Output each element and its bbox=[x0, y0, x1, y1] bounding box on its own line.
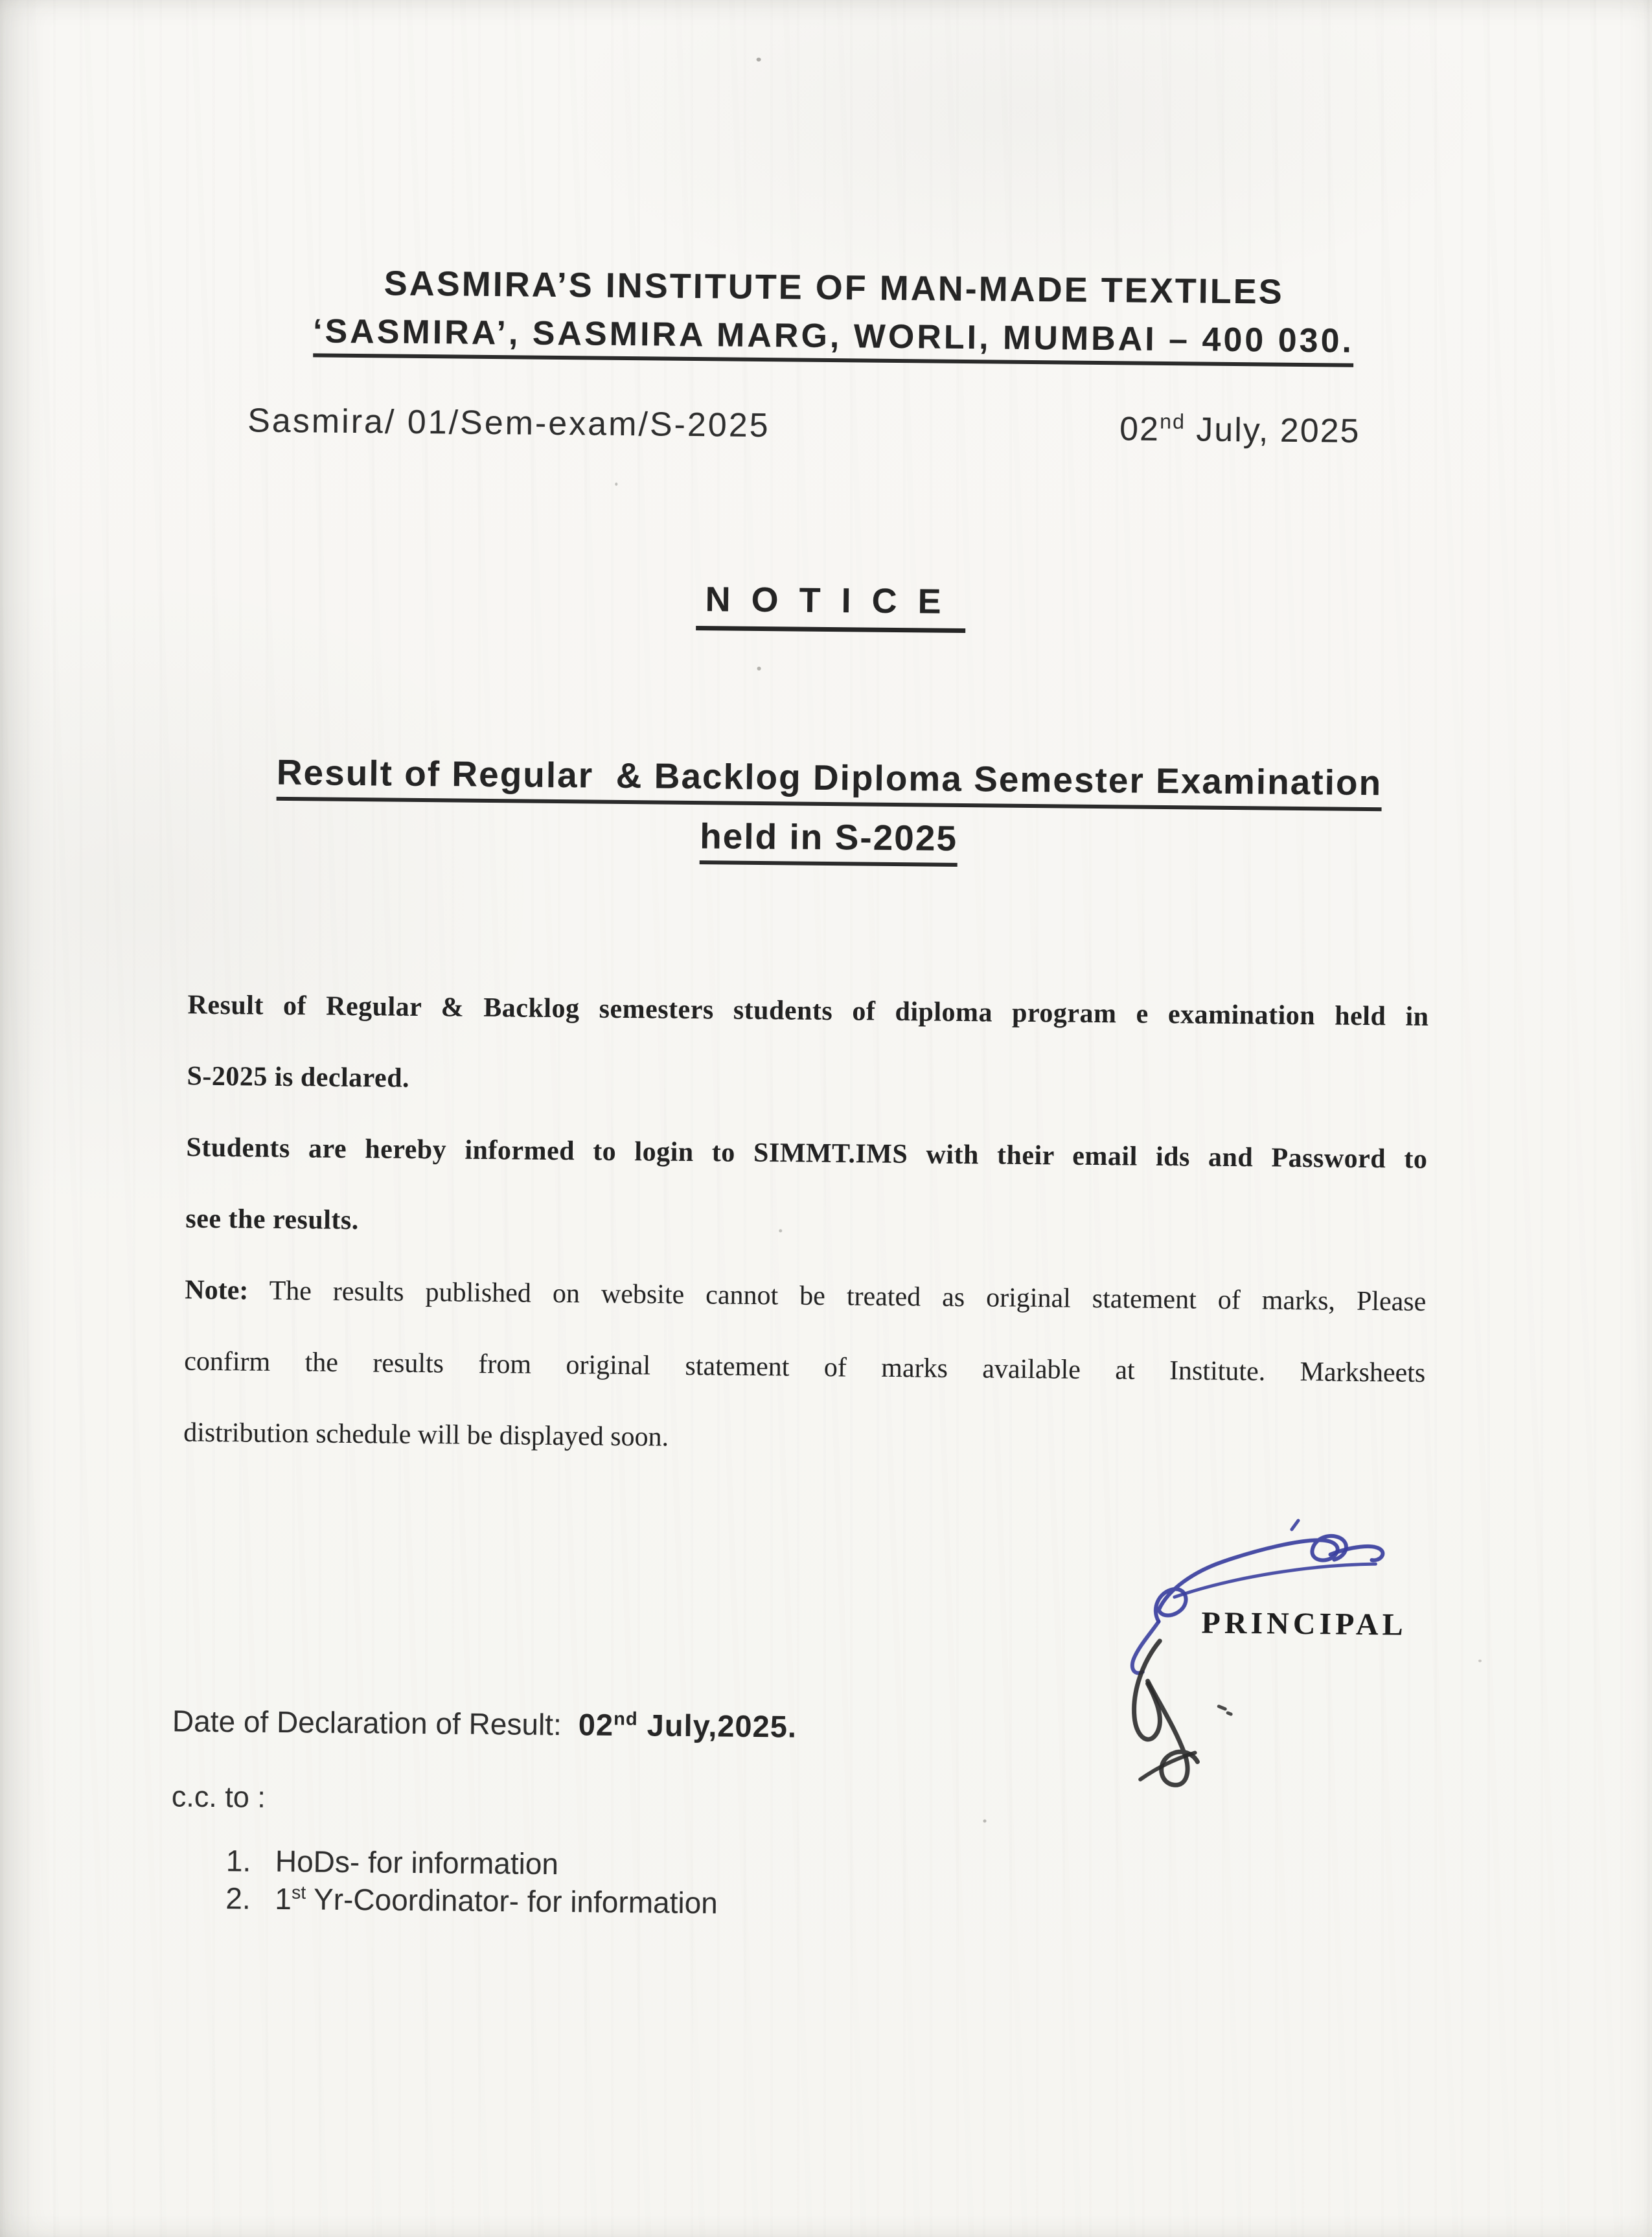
subject-title-line-2 bbox=[3, 809, 1652, 873]
scan-speck bbox=[1478, 1660, 1482, 1662]
cc-label: c.c. to : bbox=[171, 1780, 266, 1814]
signature-black-ink bbox=[1133, 1641, 1232, 1786]
scan-speck bbox=[779, 1229, 782, 1232]
subject-title-line-1 bbox=[3, 749, 1652, 814]
principal-title: PRINCIPAL bbox=[1201, 1605, 1407, 1642]
para1-line2: S-2025 is declared. bbox=[187, 1061, 410, 1094]
note-label: Note: bbox=[185, 1275, 249, 1306]
declaration-day: 02 bbox=[578, 1707, 614, 1742]
document-date bbox=[1119, 409, 1360, 451]
declaration-rest: July,2025. bbox=[637, 1708, 797, 1744]
notice-heading: NOTICE bbox=[696, 579, 966, 633]
note-line1-text: The results published on website cannot be treated as original statement of marks, Please bbox=[248, 1276, 1427, 1317]
cc-item-1 bbox=[226, 1842, 718, 1884]
cc-item-2-text: Yr-Coordinator- for information bbox=[305, 1882, 718, 1920]
subject-title-text-2: held in S-2025 bbox=[700, 815, 958, 867]
para2-line1: Students are hereby informed to login to SIMMT.IMS with their email ids and Password to bbox=[186, 1132, 1428, 1175]
institute-address: ‘SASMIRA’, SASMIRA MARG, WORLI, MUMBAI – 400 030. bbox=[313, 312, 1355, 367]
signature-block bbox=[1095, 1506, 1421, 1813]
declaration-row bbox=[172, 1703, 797, 1744]
subject-title bbox=[3, 749, 1652, 884]
note-line3: distribution schedule will be displayed soon. bbox=[183, 1417, 669, 1452]
signature-ink-svg bbox=[1095, 1506, 1421, 1813]
cc-item-2 bbox=[225, 1879, 718, 1922]
declaration-ordinal: nd bbox=[614, 1708, 638, 1730]
scan-speck bbox=[757, 58, 761, 62]
body-text bbox=[183, 970, 1429, 1480]
cc-list bbox=[225, 1842, 718, 1922]
para2-line2: see the results. bbox=[185, 1204, 359, 1236]
signature-blue-ink bbox=[1132, 1519, 1383, 1675]
cc-item-2-number: 2. bbox=[225, 1881, 251, 1916]
notice-heading-row bbox=[5, 573, 1652, 639]
cc-item-1-number: 1. bbox=[225, 1844, 251, 1878]
date-rest: July, 2025 bbox=[1185, 411, 1360, 450]
cc-item-2-prefix: 1 bbox=[275, 1881, 292, 1916]
scan-speck bbox=[615, 483, 617, 486]
reference-number: Sasmira/ 01/Sem-exam/S-2025 bbox=[247, 402, 770, 445]
cc-item-2-ordinal: st bbox=[291, 1882, 306, 1904]
note-line2: confirm the results from original statement of marks available at Institute. Marksheets bbox=[184, 1346, 1426, 1388]
cc-item-1-text: HoDs- for information bbox=[275, 1844, 559, 1881]
note-line1 bbox=[185, 1255, 1427, 1338]
subject-title-text-1: Result of Regular & Backlog Diploma Semester Examination bbox=[276, 751, 1382, 811]
para1-line1: Result of Regular & Backlog semesters students of diploma program e examination held in bbox=[187, 990, 1429, 1032]
institute-address-row bbox=[7, 309, 1652, 370]
date-day: 02 bbox=[1119, 410, 1160, 448]
declaration-value bbox=[579, 1707, 797, 1743]
scan-speck bbox=[983, 1819, 987, 1822]
date-ordinal: nd bbox=[1159, 409, 1186, 433]
institute-name: SASMIRA’S INSTITUTE OF MAN-MADE TEXTILES bbox=[384, 264, 1285, 312]
scan-speck bbox=[757, 667, 761, 671]
declaration-label: Date of Declaration of Result: bbox=[172, 1704, 562, 1742]
